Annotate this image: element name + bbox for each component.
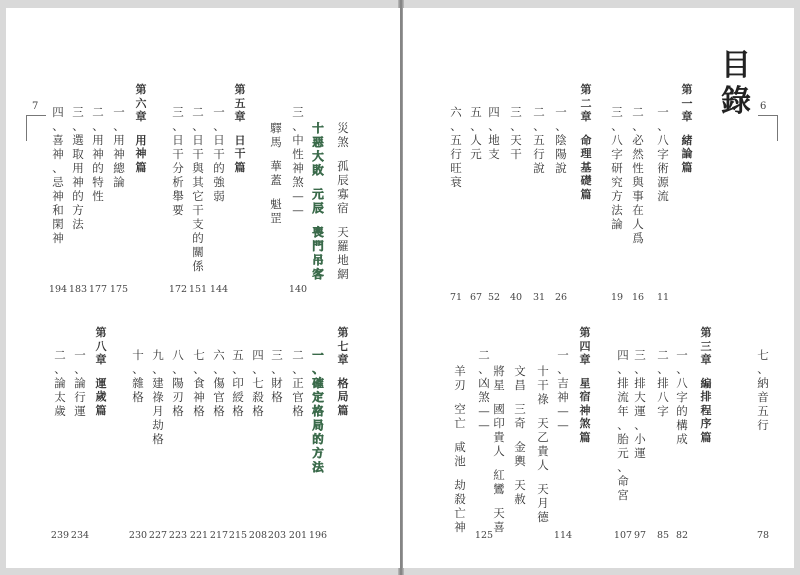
page-number-c3-3: 107 — [613, 530, 633, 541]
page-number-c8-1: 239 — [50, 530, 70, 541]
page-number-c4-4: 125 — [474, 530, 494, 541]
page-number-c3-0: 82 — [675, 530, 689, 541]
chapter-c7-heading: 第 七 章 格 局 篇 — [337, 326, 349, 417]
page-number-c7-0: 196 — [308, 530, 328, 541]
page-number-c6-0: 175 — [109, 284, 129, 295]
toc-entry-c4-1: 十 干 祿 天 乙 貴 人 天 月 德 — [537, 364, 549, 524]
page-number-c5-0: 144 — [209, 284, 229, 295]
corner-rule-left-h — [26, 115, 46, 116]
page-number-c8-0: 234 — [70, 530, 90, 541]
toc-entry-c6-2: 三 、 選 取 用 神 的 方 法 — [72, 105, 84, 231]
toc-entry-c5-1: 二 、 日 干 與 其 它 干 支 的 關 係 — [192, 105, 204, 273]
toc-entry-c4-5: 羊 刃 空 亡 咸 池 劫 殺 亡 神 — [454, 364, 466, 534]
toc-entry-c3-1: 二 、 排 八 字 — [657, 348, 669, 418]
toc-entry-c7-1: 二 、 正 官 格 — [292, 348, 304, 418]
toc-entry-c2-2: 三 、 天 干 — [510, 105, 522, 161]
toc-entry-c4b-1: 十 惡 大 敗 元 辰 喪 門 吊 客 — [312, 121, 324, 281]
folio-right: 6 — [760, 101, 767, 112]
toc-entry-c4-3: 將 星 國 印 貴 人 紅 鸞 天 喜 — [493, 364, 505, 534]
page-number-c5-1: 151 — [188, 284, 208, 295]
toc-entry-c2-3: 四 、 地 支 — [488, 105, 500, 161]
chapter-c5-heading: 第 五 章 日 干 篇 — [234, 83, 246, 174]
toc-entry-c2-1: 二 、 五 行 說 — [533, 105, 545, 175]
page-number-c7-6: 221 — [189, 530, 209, 541]
toc-entry-c7-0: 一 、 確 定 格 局 的 方 法 — [312, 348, 324, 474]
toc-entry-c7-5: 六 、 傷 官 格 — [213, 348, 225, 418]
page-number-c4b-2: 140 — [288, 284, 308, 295]
toc-entry-c7-3: 四 、 七 殺 格 — [252, 348, 264, 418]
page-number-c4-0: 114 — [553, 530, 573, 541]
corner-rule-right-h — [758, 115, 778, 116]
page-number-c2-0: 26 — [554, 292, 568, 303]
page-number-c3-2: 97 — [633, 530, 647, 541]
toc-entry-c7-7: 八 、 陽 刃 格 — [172, 348, 184, 418]
toc-entry-c2-5: 六 、 五 行 旺 衰 — [450, 105, 462, 189]
chapter-c6-heading: 第 六 章 用 神 篇 — [135, 83, 147, 174]
page-number-c7-4: 215 — [228, 530, 248, 541]
toc-entry-c6-3: 四 、 喜 神 、 忌 神 和 閑 神 — [52, 105, 64, 245]
page-number-c7-1: 201 — [288, 530, 308, 541]
page-number-c7-3: 208 — [248, 530, 268, 541]
toc-entry-c5-2: 三 、 日 干 分 析 舉 要 — [172, 105, 184, 217]
page-number-c7-8: 227 — [148, 530, 168, 541]
toc-entry-c1-1: 二 、 必 然 性 與 事 在 人 爲 — [632, 105, 644, 245]
page-number-c7-9: 230 — [128, 530, 148, 541]
toc-entry-c1-0: 一 、 八 字 術 源 流 — [657, 105, 669, 203]
toc-entry-c7-2: 三 、 財 格 — [271, 348, 283, 404]
page-number-c6-3: 194 — [48, 284, 68, 295]
toc-entry-c2-4: 五 、 人 元 — [470, 105, 482, 161]
page-number-c7-7: 223 — [168, 530, 188, 541]
page-number-c2-4: 67 — [469, 292, 483, 303]
toc-entry-c2-0: 一 、 陰 陽 說 — [555, 105, 567, 175]
toc-entry-c4b-3: 驛 馬 華 蓋 魁 罡 — [270, 121, 282, 225]
page-number-c1-1: 16 — [631, 292, 645, 303]
chapter-c8-heading: 第 八 章 運 歲 篇 — [95, 326, 107, 417]
toc-entry-c6-1: 二 、 用 神 的 特 性 — [92, 105, 104, 203]
toc-entry-c1-2: 三 、 八 字 研 究 方 法 論 — [611, 105, 623, 231]
page-number-c1-2: 19 — [610, 292, 624, 303]
toc-entry-c4b-0: 災 煞 孤 辰 寡 宿 天 羅 地 網 — [337, 121, 349, 281]
page-number-c7-5: 217 — [209, 530, 229, 541]
toc-entry-c4b-2: 三 、 中 性 神 煞 — — — [292, 105, 304, 217]
page-number-c2-5: 71 — [449, 292, 463, 303]
page-number-c6-1: 177 — [88, 284, 108, 295]
page-number-c2b-0: 78 — [756, 530, 770, 541]
chapter-c4-heading: 第 四 章 星 宿 神 煞 篇 — [579, 326, 591, 444]
chapter-c2-heading: 第 二 章 命 理 基 礎 篇 — [580, 83, 592, 201]
toc-entry-c4-0: 一 、 吉 神 — — — [557, 348, 569, 432]
toc-entry-c3-3: 四 、 排 流 年 、 胎 元 、 命 宮 — [617, 348, 629, 502]
toc-entry-c8-0: 一 、 論 行 運 — [74, 348, 86, 418]
page-number-c5-2: 172 — [168, 284, 188, 295]
page-number-c6-2: 183 — [68, 284, 88, 295]
page-number-c2-1: 31 — [532, 292, 546, 303]
toc-entry-c7-8: 九 、 建 祿 月 劫 格 — [152, 348, 164, 446]
toc-entry-c8-1: 二 、 論 太 歲 — [54, 348, 66, 418]
left-page — [6, 8, 400, 568]
right-page — [403, 8, 794, 568]
chapter-c1-heading: 第 一 章 緒 論 篇 — [681, 83, 693, 174]
toc-entry-c2b-0: 七 、 納 音 五 行 — [757, 348, 769, 432]
toc-entry-c7-4: 五 、 印 綬 格 — [232, 348, 244, 418]
toc-entry-c7-6: 七 、 食 神 格 — [193, 348, 205, 418]
corner-rule-right-v — [777, 115, 778, 141]
toc-entry-c5-0: 一 、 日 干 的 強 弱 — [213, 105, 225, 203]
toc-entry-c4-4: 二 、 凶 煞 — — — [478, 348, 490, 432]
toc-title: 目 錄 — [721, 48, 751, 119]
toc-entry-c7-9: 十 、 雜 格 — [132, 348, 144, 404]
toc-entry-c4-2: 文 昌 三 奇 金 輿 天 赦 — [514, 364, 526, 506]
chapter-c3-heading: 第 三 章 編 排 程 序 篇 — [700, 326, 712, 444]
toc-entry-c3-2: 三 、 排 大 運 、 小 運 — [634, 348, 646, 460]
page-number-c3-1: 85 — [656, 530, 670, 541]
toc-entry-c6-0: 一 、 用 神 總 論 — [113, 105, 125, 189]
page-number-c1-0: 11 — [656, 292, 670, 303]
corner-rule-left-v — [26, 115, 27, 141]
toc-entry-c3-0: 一 、 八 字 的 構 成 — [676, 348, 688, 446]
page-number-c7-2: 203 — [267, 530, 287, 541]
page-number-c2-3: 52 — [487, 292, 501, 303]
page-number-c2-2: 40 — [509, 292, 523, 303]
folio-left: 7 — [32, 101, 39, 112]
